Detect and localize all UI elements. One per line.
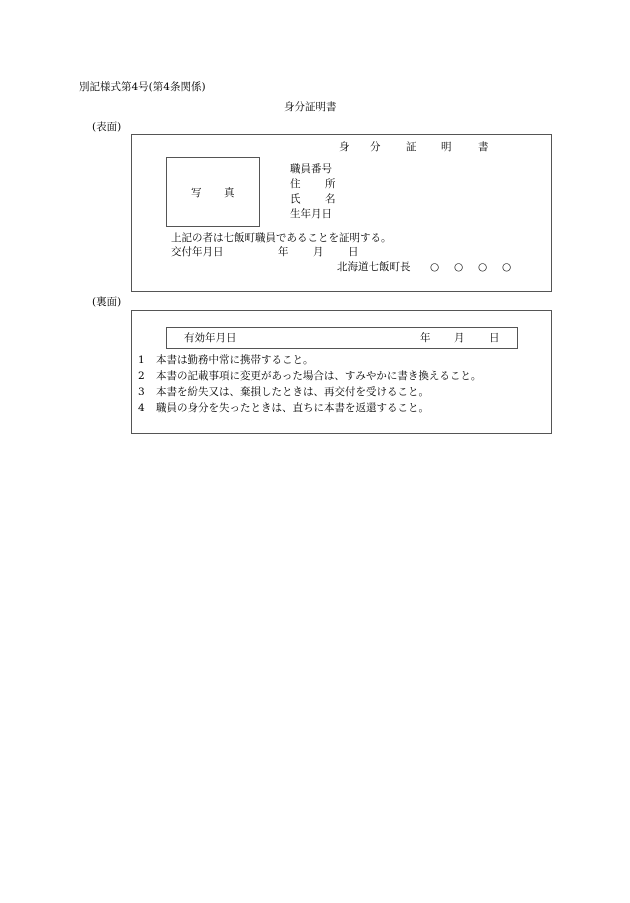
address-label-2: 所 xyxy=(325,178,336,190)
valid-until-box xyxy=(166,327,518,349)
card-title-char-5: 書 xyxy=(478,141,489,153)
valid-month-unit: 月 xyxy=(454,332,465,344)
name-label-1: 氏 xyxy=(290,193,301,205)
photo-label-2: 真 xyxy=(224,187,235,199)
note-number: 2 xyxy=(138,370,145,382)
issuer-circle-3: ○ xyxy=(478,261,488,273)
note-number: 1 xyxy=(138,354,145,366)
note-text: 職員の身分を失ったときは、直ちに本書を返還すること。 xyxy=(156,402,430,414)
issue-year-unit: 年 xyxy=(278,246,289,258)
issue-date-label: 交付年月日 xyxy=(171,246,224,258)
back-section-label: (裏面) xyxy=(92,296,122,308)
photo-box xyxy=(166,157,260,227)
card-title-char-2: 分 xyxy=(370,141,381,153)
front-section-label: (表面) xyxy=(92,121,122,133)
note-text: 本書は勤務中常に携帯すること。 xyxy=(156,354,314,366)
valid-year-unit: 年 xyxy=(420,332,431,344)
name-label-2: 名 xyxy=(325,193,336,205)
valid-until-label: 有効年月日 xyxy=(184,332,237,344)
card-title-char-3: 証 xyxy=(406,141,417,153)
address-label-1: 住 xyxy=(290,178,301,190)
note-item xyxy=(138,354,314,367)
note-item xyxy=(138,386,429,399)
issuer-name: 北海道七飯町長 xyxy=(337,261,411,273)
note-number: 4 xyxy=(138,402,145,414)
note-text: 本書を紛失又は、棄損したときは、再交付を受けること。 xyxy=(156,386,430,398)
note-item xyxy=(138,370,481,383)
form-reference: 別記様式第4号(第4条関係) xyxy=(79,81,206,93)
issuer-circle-2: ○ xyxy=(454,261,464,273)
photo-label-1: 写 xyxy=(191,187,202,199)
issue-month-unit: 月 xyxy=(313,246,324,258)
id-card-back xyxy=(131,310,552,434)
issuer-circle-1: ○ xyxy=(430,261,440,273)
document-title: 身分証明書 xyxy=(284,101,337,113)
staff-number-label: 職員番号 xyxy=(290,163,332,175)
certification-text: 上記の者は七飯町職員であることを証明する。 xyxy=(171,232,392,244)
id-card-front xyxy=(131,134,552,292)
note-item xyxy=(138,402,429,415)
birth-date-label: 生年月日 xyxy=(290,208,332,220)
issue-day-unit: 日 xyxy=(348,246,359,258)
note-number: 3 xyxy=(138,386,145,398)
note-text: 本書の記載事項に変更があった場合は、すみやかに書き換えること。 xyxy=(156,370,482,382)
valid-day-unit: 日 xyxy=(489,332,500,344)
card-title-char-1: 身 xyxy=(339,141,350,153)
issuer-circle-4: ○ xyxy=(502,261,512,273)
card-title-char-4: 明 xyxy=(441,141,452,153)
